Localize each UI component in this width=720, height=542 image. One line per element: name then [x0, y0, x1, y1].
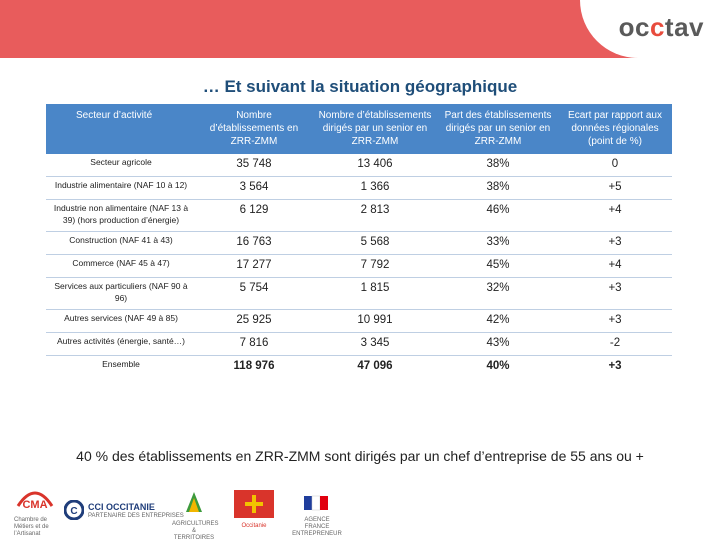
table-row: [46, 333, 672, 356]
establishments-cell: 6 129: [196, 200, 312, 232]
senior-share-cell: 46%: [438, 200, 558, 232]
senior-establishments-cell: 1 366: [312, 177, 438, 200]
cci-logo-mark: [64, 500, 84, 520]
cma-logo: CMA Chambre de Métiers et de l’Artisanat: [14, 486, 56, 538]
establishments-cell: 25 925: [196, 310, 312, 333]
sector-cell: Construction (NAF 41 à 43): [46, 232, 196, 255]
agriculture-logo: AGRICULTURES & TERRITOIRES: [172, 490, 216, 542]
data-table-container: [46, 104, 672, 378]
page-title: … Et suivant la situation géographique: [202, 77, 518, 96]
col-header-regional-gap: Ecart par rapport aux données régionales (point de %): [558, 104, 672, 154]
partner-logos: CMA Chambre de Métiers et de l’Artisanat C CCI OCCITANIE PARTENAIRE DES ENTREPRISES AGRICULTURES & TERRITOIRES Occitanie AGENCE FRANCE ENTREPRENEUR: [14, 486, 374, 534]
data-table: [46, 104, 672, 378]
senior-share-cell: 38%: [438, 154, 558, 177]
sector-cell: Ensemble: [102, 359, 140, 369]
establishments-cell: 17 277: [196, 255, 312, 278]
senior-share-cell: 43%: [438, 333, 558, 356]
establishments-cell: 3 564: [196, 177, 312, 200]
senior-share-cell: 33%: [438, 232, 558, 255]
agriculture-logo-mark: [172, 490, 216, 516]
senior-share-cell: 45%: [438, 255, 558, 278]
regional-gap-cell: +3: [558, 232, 672, 255]
table-row: [46, 154, 672, 177]
regional-gap-cell: 0: [558, 154, 672, 177]
establishments-cell: 5 754: [196, 278, 312, 310]
afe-logo-mark: [292, 494, 342, 512]
sector-cell: Services aux particuliers (NAF 90 à 96): [46, 278, 196, 310]
senior-establishments-cell: 7 792: [312, 255, 438, 278]
senior-share-cell: 40%: [486, 360, 510, 372]
col-header-senior-share: Part des établissements dirigés par un senior en ZRR-ZMM: [438, 104, 558, 154]
brand-logo-text: occtav: [618, 12, 704, 42]
region-occitanie-logo: Occitanie: [232, 490, 276, 530]
table-row: [46, 310, 672, 333]
col-header-senior-count: Nombre d’établissements dirigés par un senior en ZRR-ZMM: [312, 104, 438, 154]
senior-establishments-cell: 13 406: [312, 154, 438, 177]
senior-establishments-cell: 3 345: [312, 333, 438, 356]
regional-gap-cell: +3: [558, 278, 672, 310]
senior-establishments-cell: 10 991: [312, 310, 438, 333]
regional-gap-cell: +5: [558, 177, 672, 200]
establishments-cell: 35 748: [196, 154, 312, 177]
col-header-count: Nombre d’établissements en ZRR-ZMM: [196, 104, 312, 154]
regional-gap-cell: -2: [558, 333, 672, 356]
regional-gap-cell: +3: [558, 310, 672, 333]
senior-establishments-cell: 2 813: [312, 200, 438, 232]
sector-cell: Secteur agricole: [46, 154, 196, 177]
sector-cell: Industrie alimentaire (NAF 10 à 12): [46, 177, 196, 200]
regional-gap-cell: +4: [558, 255, 672, 278]
establishments-cell: 118 976: [233, 360, 275, 372]
regional-gap-cell: +4: [558, 200, 672, 232]
establishments-cell: 16 763: [196, 232, 312, 255]
table-total-row: [46, 356, 672, 379]
table-header-row: [46, 104, 672, 154]
table-row: [46, 200, 672, 232]
senior-establishments-cell: 47 096: [357, 360, 393, 372]
establishments-cell: 7 816: [196, 333, 312, 356]
table-row: [46, 232, 672, 255]
svg-text:C: C: [70, 506, 78, 517]
svg-text:CMA: CMA: [22, 499, 48, 511]
table-row: [46, 255, 672, 278]
footnote: 40 % des établissements en ZRR-ZMM sont dirigés par un chef d’entreprise de 55 ans ou +: [76, 448, 644, 464]
col-header-sector: Secteur d’activité: [46, 104, 196, 154]
table-row: [46, 278, 672, 310]
senior-share-cell: 42%: [438, 310, 558, 333]
senior-share-cell: 38%: [438, 177, 558, 200]
regional-gap-cell: +3: [608, 360, 622, 372]
afe-logo: AGENCE FRANCE ENTREPRENEUR: [292, 494, 342, 538]
senior-share-cell: 32%: [438, 278, 558, 310]
sector-cell: Commerce (NAF 45 à 47): [46, 255, 196, 278]
sector-cell: Autres services (NAF 49 à 85): [46, 310, 196, 333]
occitanie-cross-icon: [232, 490, 276, 518]
senior-establishments-cell: 5 568: [312, 232, 438, 255]
table-row: [46, 177, 672, 200]
senior-establishments-cell: 1 815: [312, 278, 438, 310]
sector-cell: Autres activités (énergie, santé…): [46, 333, 196, 356]
cma-logo-mark: [14, 486, 56, 512]
sector-cell: Industrie non alimentaire (NAF 13 à 39) (hors production d’énergie): [46, 200, 196, 232]
